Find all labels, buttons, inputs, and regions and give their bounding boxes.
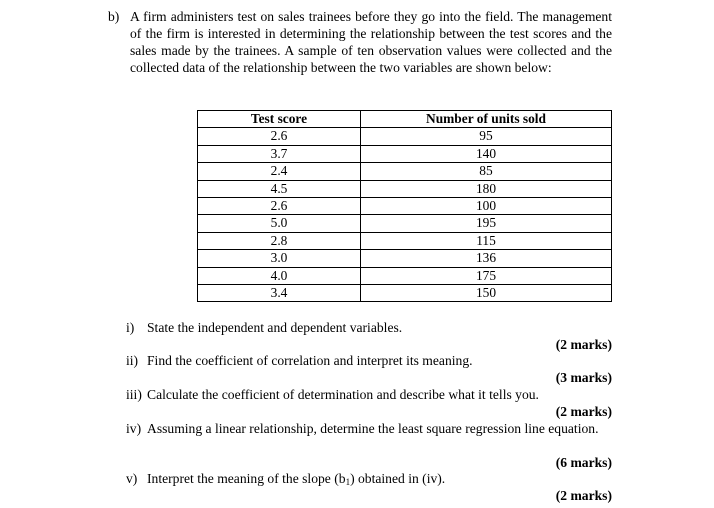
question-text: Calculate the coefficient of determination and describe what it tells you. bbox=[147, 387, 539, 402]
header-units-sold: Number of units sold bbox=[361, 111, 612, 128]
table-header-row bbox=[198, 111, 612, 128]
test-score-cell: 2.8 bbox=[198, 232, 361, 249]
question-ii bbox=[126, 352, 612, 369]
test-score-cell: 2.4 bbox=[198, 163, 361, 180]
table-row bbox=[198, 163, 612, 180]
units-sold-cell: 95 bbox=[361, 128, 612, 145]
table-row bbox=[198, 267, 612, 284]
test-score-cell: 2.6 bbox=[198, 198, 361, 215]
question-text-start: Interpret the meaning of the slope (b bbox=[147, 471, 346, 486]
question-iii bbox=[126, 386, 612, 403]
question-number: i) bbox=[126, 320, 135, 335]
table-row bbox=[198, 145, 612, 162]
units-sold-cell: 85 bbox=[361, 163, 612, 180]
table-row bbox=[198, 215, 612, 232]
part-label: b) bbox=[108, 9, 120, 24]
question-iv bbox=[126, 420, 612, 437]
question-i bbox=[126, 319, 612, 336]
marks-label: (6 marks) bbox=[555, 455, 612, 470]
question-number: iii) bbox=[126, 387, 142, 402]
question-text-end: ) obtained in (iv). bbox=[350, 471, 446, 486]
header-test-score: Test score bbox=[198, 111, 361, 128]
test-score-cell: 4.0 bbox=[198, 267, 361, 284]
test-score-cell: 3.0 bbox=[198, 250, 361, 267]
table-row bbox=[198, 250, 612, 267]
marks-label: (3 marks) bbox=[555, 370, 612, 385]
table-row bbox=[198, 180, 612, 197]
table-row bbox=[198, 285, 612, 302]
marks-label: (2 marks) bbox=[555, 488, 612, 503]
test-score-cell: 4.5 bbox=[198, 180, 361, 197]
question-text bbox=[147, 470, 612, 487]
intro-text: A firm administers test on sales trainees before they go into the field. The management of the firm is interested in determining the relationship between the test scores and the sales made by the trainees. A sample of ten observation values were collected and the collected data of the relationship between the two variables are shown below: bbox=[130, 9, 612, 75]
units-sold-cell: 150 bbox=[361, 285, 612, 302]
units-sold-cell: 175 bbox=[361, 267, 612, 284]
units-sold-cell: 140 bbox=[361, 145, 612, 162]
question-number: v) bbox=[126, 471, 138, 486]
units-sold-cell: 100 bbox=[361, 198, 612, 215]
marks-label: (2 marks) bbox=[555, 337, 612, 352]
marks-label: (2 marks) bbox=[555, 404, 612, 419]
table-row bbox=[198, 128, 612, 145]
question-text: State the independent and dependent variables. bbox=[147, 320, 403, 335]
question-number: ii) bbox=[126, 353, 139, 368]
units-sold-cell: 136 bbox=[361, 250, 612, 267]
slope-subscript: 1 bbox=[345, 477, 351, 487]
data-table bbox=[197, 110, 612, 302]
test-score-cell: 3.4 bbox=[198, 285, 361, 302]
intro-paragraph bbox=[108, 8, 612, 76]
test-score-cell: 2.6 bbox=[198, 128, 361, 145]
test-score-cell: 5.0 bbox=[198, 215, 361, 232]
question-number: iv) bbox=[126, 421, 142, 436]
table-row bbox=[198, 198, 612, 215]
table-row bbox=[198, 232, 612, 249]
question-text: Assuming a linear relationship, determine the least square regression line equation. bbox=[147, 421, 599, 436]
units-sold-cell: 115 bbox=[361, 232, 612, 249]
units-sold-cell: 195 bbox=[361, 215, 612, 232]
test-score-cell: 3.7 bbox=[198, 145, 361, 162]
question-text: Find the coefficient of correlation and interpret its meaning. bbox=[147, 353, 473, 368]
units-sold-cell: 180 bbox=[361, 180, 612, 197]
question-v bbox=[126, 470, 612, 487]
